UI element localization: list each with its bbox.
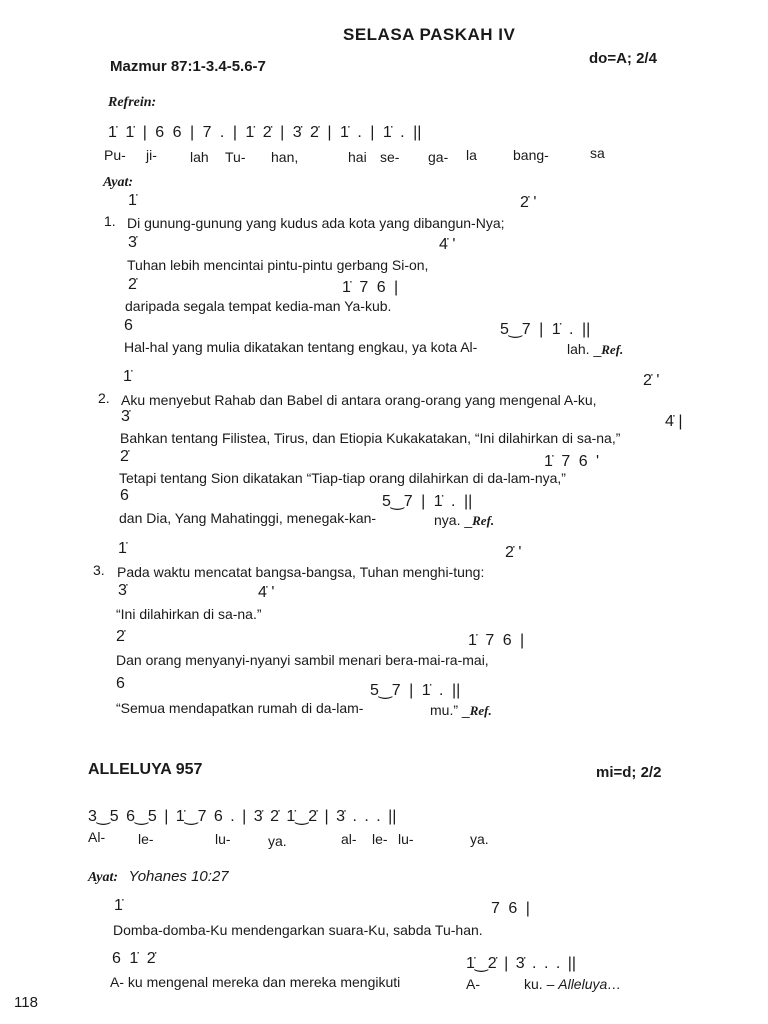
ref-link: Ref. [469,703,492,718]
alleluia-key: mi=d; 2/2 [596,764,662,781]
key-signature: do=A; 2/4 [589,50,657,67]
verse-note: 2̇ [128,276,137,293]
refrain-syllable: sa [590,145,605,161]
verse-note: 2̇ ' [505,544,522,561]
ref-link: Ref. [601,342,624,357]
verse-line: “Ini dilahirkan di sa-na.” [116,606,262,622]
verse-note: 2̇ ' [643,372,660,389]
verse-note: 3̇ [121,408,130,425]
verse-line: Bahkan tentang Filistea, Tirus, dan Etiopia Kukakatakan, “Ini dilahirkan di sa-na,” [120,430,621,446]
alleluia-note: 6 1̇ 2̇ [112,950,156,967]
verse-note: 4̇ ' [439,236,456,253]
alleluia-line-end: ku. – Alleluya… [524,976,622,992]
verse-note: 2̇ [116,628,125,645]
alleluia-note: 1̇ [114,897,123,914]
verse-note: 3̇ [118,582,127,599]
alleluia-line: A- [466,976,480,992]
alleluia-syllable: lu- [215,831,231,847]
verse-line: Tuhan lebih mencintai pintu-pintu gerbang Si-on, [127,257,429,273]
alleluia-ayat [88,868,229,886]
verse-line: daripada segala tempat kedia-man Ya-kub. [125,298,392,314]
verse-line: “Semua mendapatkan rumah di da-lam- [116,700,364,716]
verse-note: 4̇ ' [258,584,275,601]
verse-note: 3̇ [128,234,137,251]
verse-note: 6 [124,317,133,334]
verse-number: 2. [98,390,110,406]
alleluia-ayat-reference: Yohanes 10:27 [128,868,229,885]
verse-note: 2̇ [120,448,129,465]
verse-line: Dan orang menyanyi-nyanyi sambil menari bera-mai-ra-mai, [116,652,489,668]
alleluia-line: Domba-domba-Ku mendengarkan suara-Ku, sabda Tu-han. [113,922,483,938]
alleluia-syllable: al- [341,831,357,847]
verse-note: 1̇ 7 6 | [468,632,525,649]
verse-line-end: mu.” _Ref. [430,702,492,718]
alleluia-syllable: Al- [88,829,106,845]
ayat-label: Ayat: [103,175,134,190]
verse-line: Tetapi tentang Sion dikatakan “Tiap-tiap orang dilahirkan di da-lam-nya,” [119,470,566,486]
verse-line: Hal-hal yang mulia dikatakan tentang engkau, ya kota Al- [124,339,478,355]
verse-line-end: nya. _Ref. [434,512,495,528]
refrain-notes: 1̇ 1̇ | 6 6 | 7 . | 1̇ 2̇ | 3̇ 2̇ | 1̇ . | 1̇ . || [108,124,422,141]
alleluia-ayat-label: Ayat: [88,870,119,885]
alleluia-title: ALLELUYA 957 [88,761,203,778]
verse-note: 1̇ 7 6 | [342,279,399,296]
refrain-syllable: Pu- [104,147,126,163]
verse-note: 1̇ [123,368,132,385]
refrain-syllable: hai [348,149,367,165]
verse-note: 1̇ 7 6 ' [544,453,600,470]
verse-note: 1̇ [128,192,137,209]
verse-line: dan Dia, Yang Mahatinggi, menegak-kan- [119,510,377,526]
alleluia-note: 1̇‿2̇ | 3̇ . . . || [466,955,577,972]
verse-note: 5‿7 | 1̇ . || [500,321,591,338]
refrain-syllable: bang- [513,147,549,163]
verse-note: 5‿7 | 1̇ . || [370,682,461,699]
verse-note: 4̇ | [665,413,683,430]
alleluia-note: 7 6 | [491,900,530,917]
alleluia-syllable: ya. [268,833,287,849]
alleluia-syllable: lu- [398,831,414,847]
verse-line-end: lah. _Ref. [567,341,624,357]
verse-note: 1̇ [118,540,127,557]
verse-line: Pada waktu mencatat bangsa-bangsa, Tuhan menghi-tung: [117,564,485,580]
verse-note: 6 [120,487,129,504]
refrain-syllable: han, [271,149,299,165]
verse-number: 3. [93,562,105,578]
refrain-syllable: ga- [428,149,449,165]
verse-number: 1. [104,213,116,229]
page-number: 118 [14,994,38,1011]
refrain-syllable: lah [190,149,209,165]
psalm-reference: Mazmur 87:1-3.4-5.6-7 [110,58,266,75]
alleluia-syllable: ya. [470,831,489,847]
verse-line: Di gunung-gunung yang kudus ada kota yang dibangun-Nya; [127,215,505,231]
refrain-syllable: Tu- [225,149,246,165]
alleluia-notes: 3‿5 6‿5 | 1̇‿7 6 . | 3̇ 2̇ 1̇‿2̇ | 3̇ . . . || [88,808,397,825]
refrain-syllable: se- [380,149,400,165]
page-title: SELASA PASKAH IV [343,25,516,44]
verse-note: 2̇ ' [520,194,537,211]
verse-note: 5‿7 | 1̇ . || [382,493,473,510]
verse-line: Aku menyebut Rahab dan Babel di antara orang-orang yang mengenal A-ku, [121,392,597,408]
ref-link: Ref. [472,513,495,528]
alleluia-syllable: le- [138,831,154,847]
alleluia-syllable: le- [372,831,388,847]
refrain-syllable: ji- [146,147,157,163]
refrain-label: Refrein: [108,95,157,110]
alleluia-line: A- ku mengenal mereka dan mereka mengikuti [110,974,401,990]
refrain-syllable: la [466,147,477,163]
verse-note: 6 [116,675,125,692]
